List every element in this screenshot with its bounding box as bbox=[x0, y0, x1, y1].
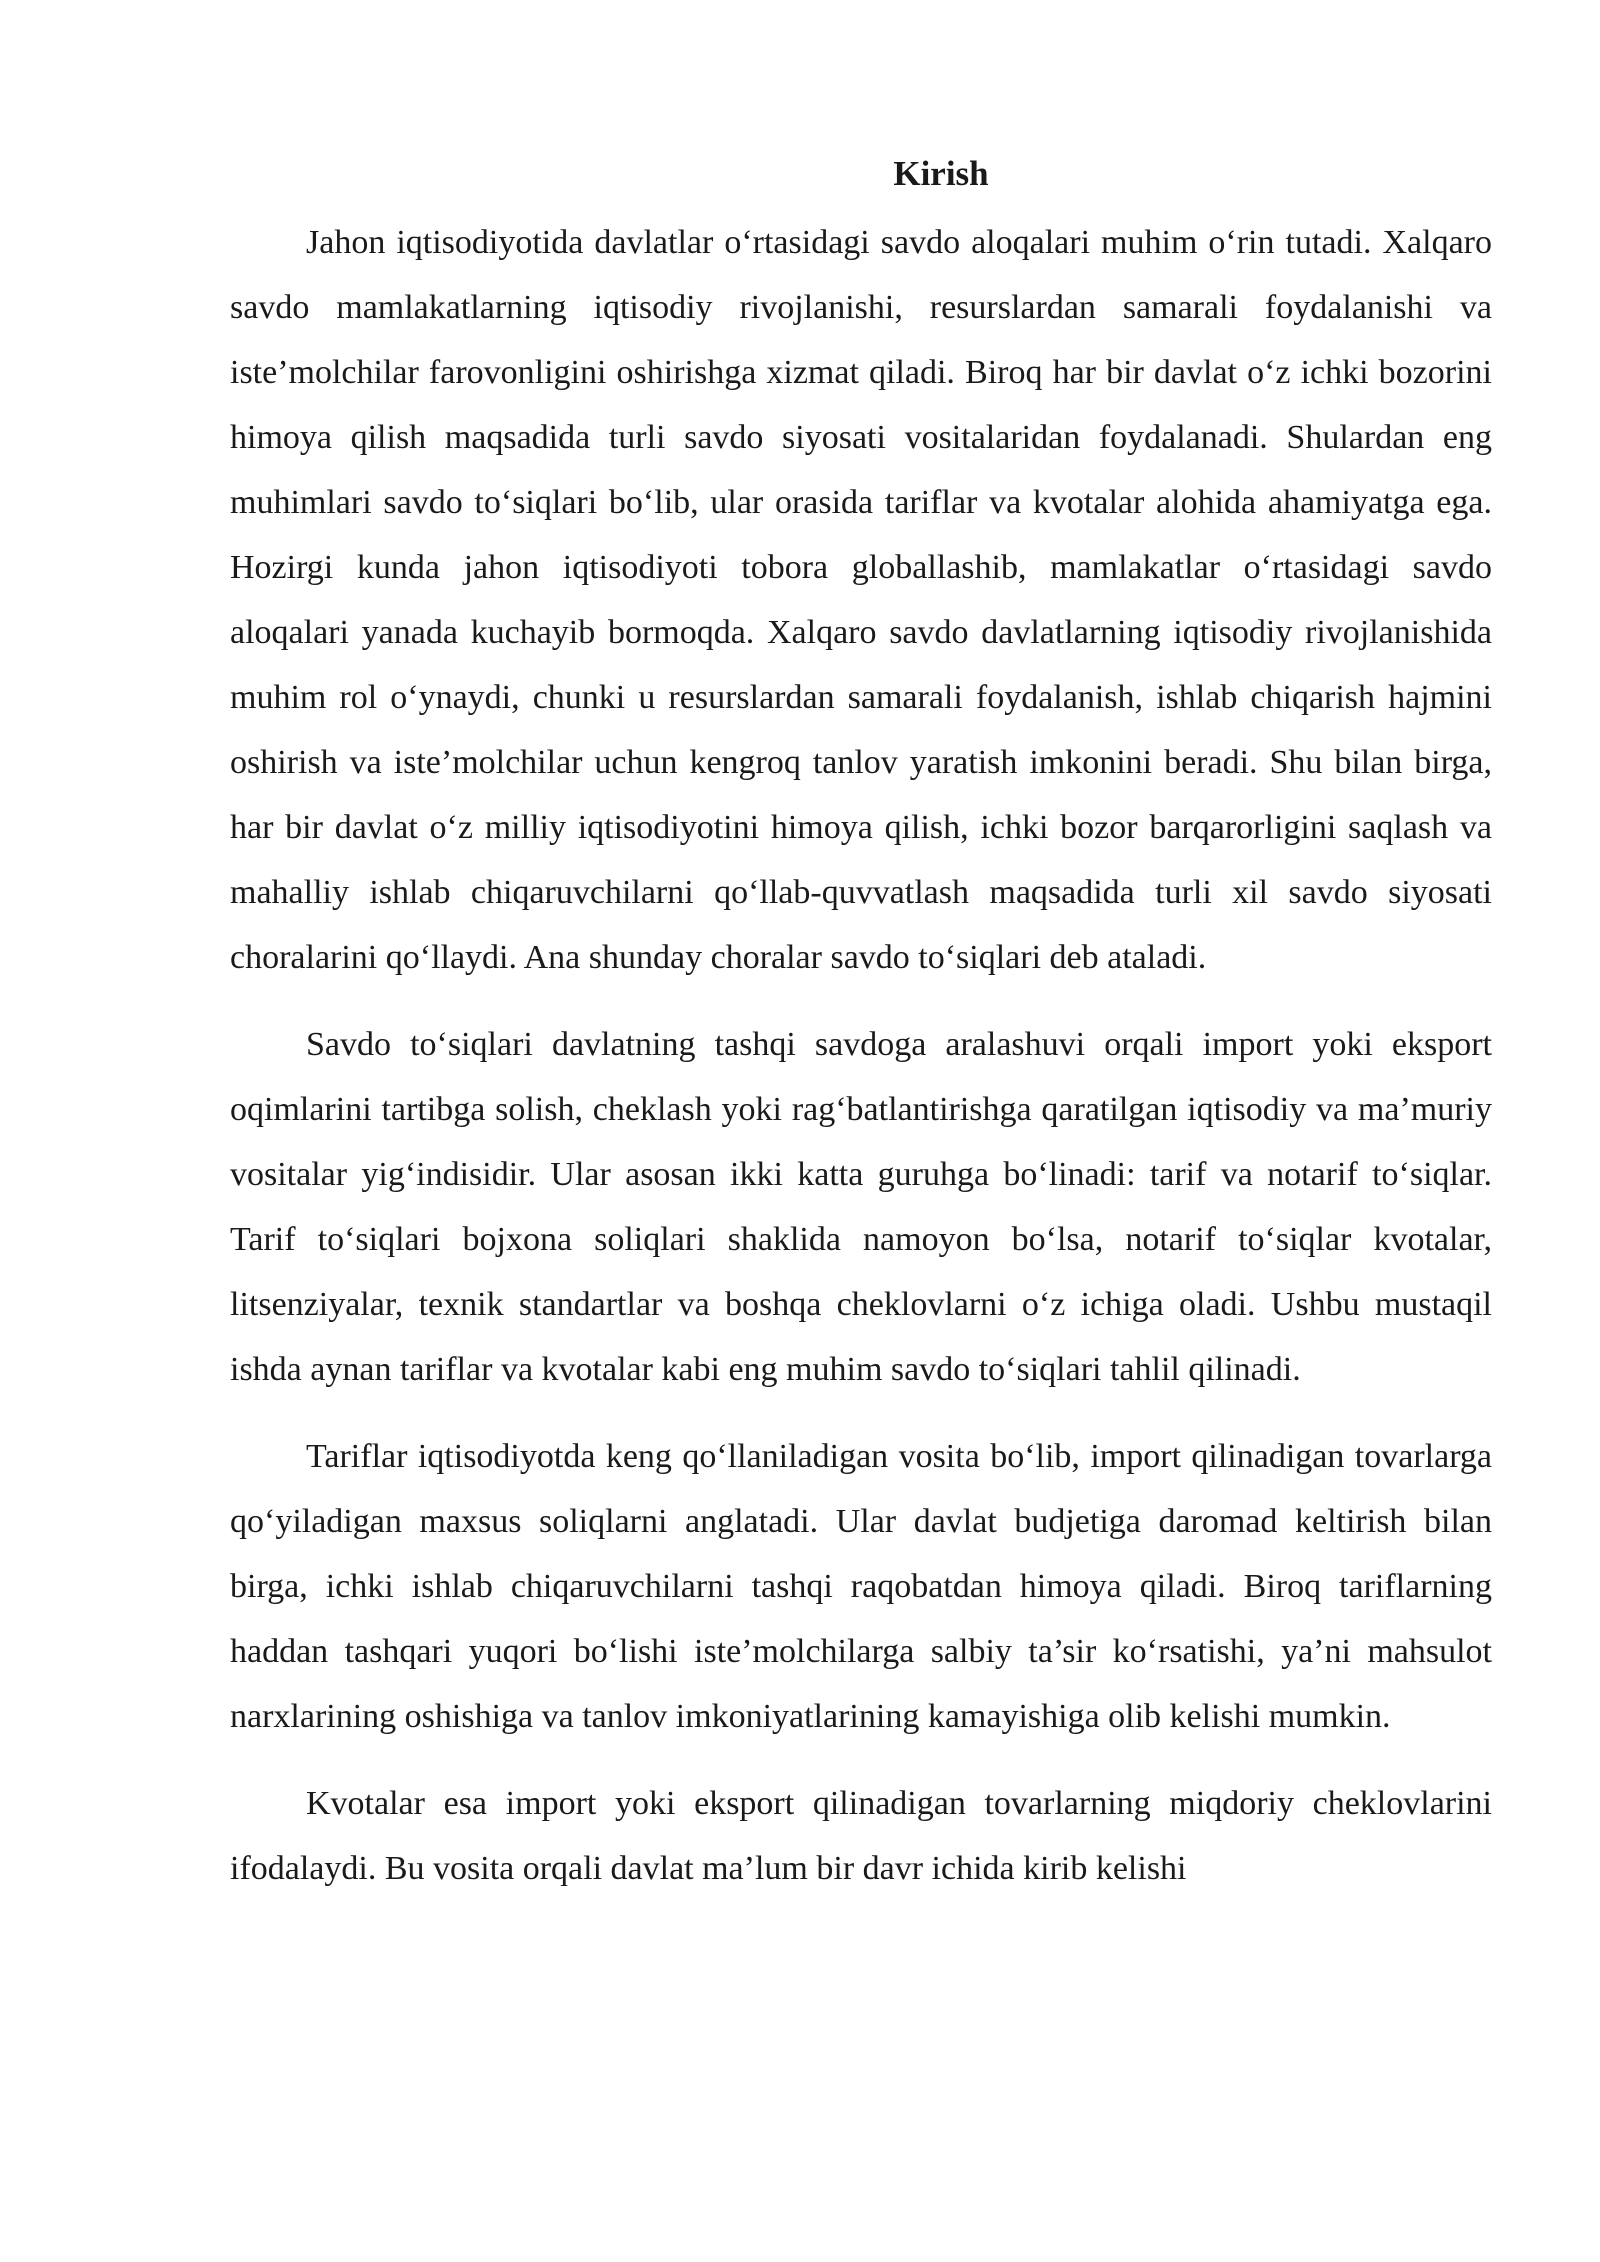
paragraph-2: Savdo to‘siqlari davlatning tashqi savdoga aralashuvi orqali import yoki eksport oqimlarini tartibga solish, cheklash yoki rag‘batlantirishga qaratilgan iqtisodiy va ma’muriy vositalar yig‘indisidir. Ular asosan ikki katta guruhga bo‘linadi: tarif va notarif to‘siqlar. Tarif to‘siqlari bojxona soliqlari shaklida namoyon bo‘lsa, notarif to‘siqlar kvotalar, litsenziyalar, texnik standartlar va boshqa cheklovlarni o‘z ichiga oladi. Ushbu mustaqil ishda aynan tariflar va kvotalar kabi eng muhim savdo to‘siqlari tahlil qilinadi. bbox=[230, 1026, 1492, 1388]
paragraph-1: Jahon iqtisodiyotida davlatlar o‘rtasidagi savdo aloqalari muhim o‘rin tutadi. Xalqaro savdo mamlakatlarning iqtisodiy rivojlanishi, resurslardan samarali foydalanishi va iste’molchilar farovonligini oshirishga xizmat qiladi. Biroq har bir davlat o‘z ichki bozorini himoya qilish maqsadida turli savdo siyosati vositalaridan foydalanadi. Shulardan eng muhimlari savdo to‘siqlari bo‘lib, ular orasida tariflar va kvotalar alohida ahamiyatga ega. Hozirgi kunda jahon iqtisodiyoti tobora globallashib, mamlakatlar o‘rtasidagi savdo aloqalari yanada kuchayib bormoqda. Xalqaro savdo davlatlarning iqtisodiy rivojlanishida muhim rol o‘ynaydi, chunki u resurslardan samarali foydalanish, ishlab chiqarish hajmini oshirish va iste’molchilar uchun kengroq tanlov yaratish imkonini beradi. Shu bilan birga, har bir davlat o‘z milliy iqtisodiyotini himoya qilish, ichki bozor barqarorligini saqlash va mahalliy ishlab chiqaruvchilarni qo‘llab-quvvatlash maqsadida turli xil savdo siyosati choralarini qo‘llaydi. Ana shunday choralar savdo to‘siqlari deb ataladi. bbox=[230, 224, 1492, 976]
paragraph-4: Kvotalar esa import yoki eksport qilinadigan tovarlarning miqdoriy cheklovlarini ifodalaydi. Bu vosita orqali davlat ma’lum bir davr ichida kirib kelishi bbox=[230, 1785, 1492, 1887]
page-title: Kirish bbox=[893, 154, 989, 193]
paragraph-3: Tariflar iqtisodiyotda keng qo‘llaniladigan vosita bo‘lib, import qilinadigan tovarlarga qo‘yiladigan maxsus soliqlarni anglatadi. Ular davlat budjetiga daromad keltirish bilan birga, ichki ishlab chiqaruvchilarni tashqi raqobatdan himoya qiladi. Biroq tariflarning haddan tashqari yuqori bo‘lishi iste’molchilarga salbiy ta’sir ko‘rsatishi, ya’ni mahsulot narxlarining oshishiga va tanlov imkoniyatlarining kamayishiga olib kelishi mumkin. bbox=[230, 1438, 1492, 1735]
document-body bbox=[230, 148, 1492, 1923]
